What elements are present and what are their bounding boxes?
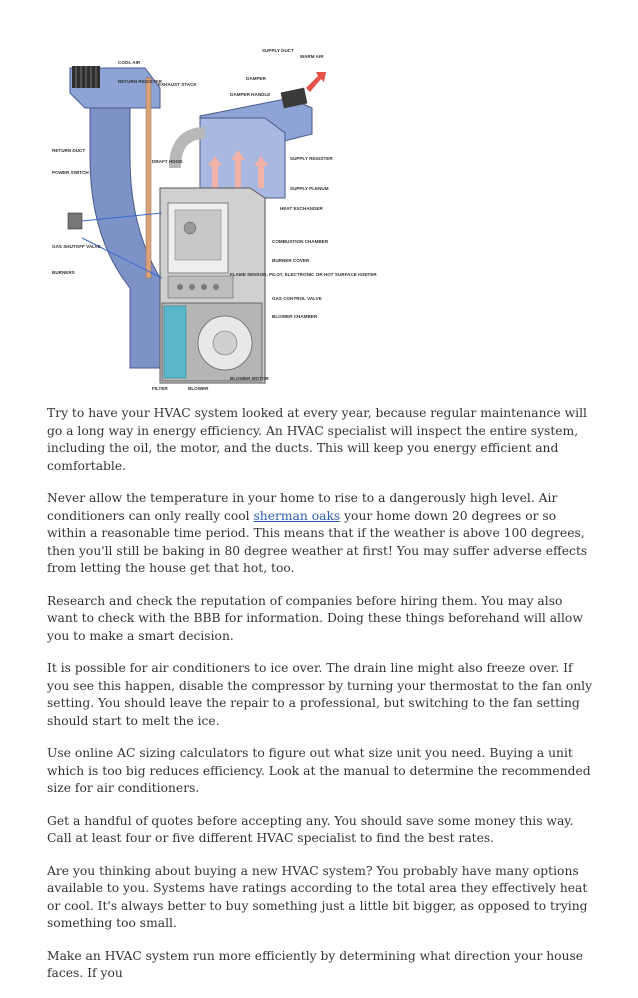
label-exhaust-stack: EXHAUST STACK bbox=[158, 82, 197, 87]
paragraph-1: Try to have your HVAC system looked at every year, because regular maintenance will go a long way in energy efficiency. An HVAC specialist will inspect the entire system, including the oil, the motor, and the ducts. This will keep you energy efficient and comfortable. bbox=[47, 406, 587, 473]
label-combustion-chamber: COMBUSTION CHAMBER bbox=[272, 239, 329, 244]
exhaust-stack-pipe bbox=[146, 78, 151, 278]
label-return-duct: RETURN DUCT bbox=[52, 148, 86, 153]
furnace-illustration bbox=[50, 38, 377, 398]
label-gas-shutoff-valve: GAS SHUTOFF VALVE bbox=[52, 244, 101, 249]
label-supply-duct: SUPPLY DUCT bbox=[262, 48, 294, 53]
paragraph-6: Get a handful of quotes before accepting any. You should save some money this way. Call at least four or five different HVAC specialist to find the best rates. bbox=[47, 813, 574, 845]
label-blower-chamber: BLOWER CHAMBER bbox=[272, 314, 318, 319]
label-power-switch: POWER SWITCH bbox=[52, 170, 89, 175]
label-return-register: RETURN REGISTER bbox=[118, 79, 162, 84]
label-blower-motor: BLOWER MOTOR bbox=[230, 376, 269, 381]
label-warm-air: WARM AIR bbox=[300, 54, 324, 59]
return-duct-shape bbox=[90, 83, 170, 368]
label-filter: FILTER bbox=[152, 386, 168, 391]
paragraph-7: Are you thinking about buying a new HVAC system? You probably have many options available to you. Systems have ratings according to the total area they effectively heat or cool. It's always better to buy something just a little bit bigger, as opposed to trying something too small. bbox=[47, 863, 588, 930]
power-switch-box bbox=[68, 213, 82, 229]
paragraph-5: Use online AC sizing calculators to figure out what size unit you need. Buying a unit which is too big reduces efficiency. Look at the manual to determine the recommended size for air conditioners. bbox=[47, 746, 591, 795]
paragraph-4: It is possible for air conditioners to ice over. The drain line might also freeze over. If you see this happen, disable the compressor by turning your thermostat to the fan only setting. You should leave the repair to a professional, but switching to the fan setting should start to melt the ice. bbox=[47, 661, 593, 728]
filter-shape bbox=[164, 306, 186, 378]
label-supply-plenum: SUPPLY PLENUM bbox=[290, 186, 329, 191]
paragraph-2: Never allow the temperature in your home to rise to a dangerously high level. Air conditioners can only really cool sherman oaks your home down 20 degrees or so within a reasonable time period. This means that if the weather is above 100 degrees, then you'll still be baking in 80 degree weather at first! You may suffer adverse effects from letting the house get that hot, too. bbox=[47, 491, 588, 575]
label-cool-air: COOL AIR bbox=[118, 60, 141, 65]
warm-air-arrow bbox=[306, 72, 326, 92]
label-heat-exchanger: HEAT EXCHANGER bbox=[280, 206, 323, 211]
label-burners: BURNERS bbox=[52, 270, 75, 275]
label-blower: BLOWER bbox=[188, 386, 209, 391]
label-burner-cover: BURNER COVER bbox=[272, 258, 310, 263]
label-supply-register: SUPPLY REGISTER bbox=[290, 156, 333, 161]
label-damper: DAMPER bbox=[246, 76, 266, 81]
label-damper-handle: DAMPER HANDLE bbox=[230, 92, 271, 97]
sherman-oaks-link[interactable]: sherman oaks bbox=[253, 508, 341, 523]
paragraph-3: Research and check the reputation of companies before hiring them. You may also want to check with the BBB for information. Doing these things beforehand will allow you to make a smart decision. bbox=[47, 593, 583, 643]
label-gas-control-valve: GAS CONTROL VALVE bbox=[272, 296, 322, 301]
article-body bbox=[47, 405, 595, 998]
label-draft-hood: DRAFT HOOD bbox=[152, 159, 183, 164]
label-flame-sensor: FLAME SENSOR, PILOT, ELECTRONIC OR HOT SURFACE IGNITER bbox=[230, 272, 377, 277]
paragraph-8: Make an HVAC system run more efficiently by determining what direction your house faces. If you bbox=[47, 948, 584, 980]
furnace-diagram bbox=[50, 38, 377, 398]
